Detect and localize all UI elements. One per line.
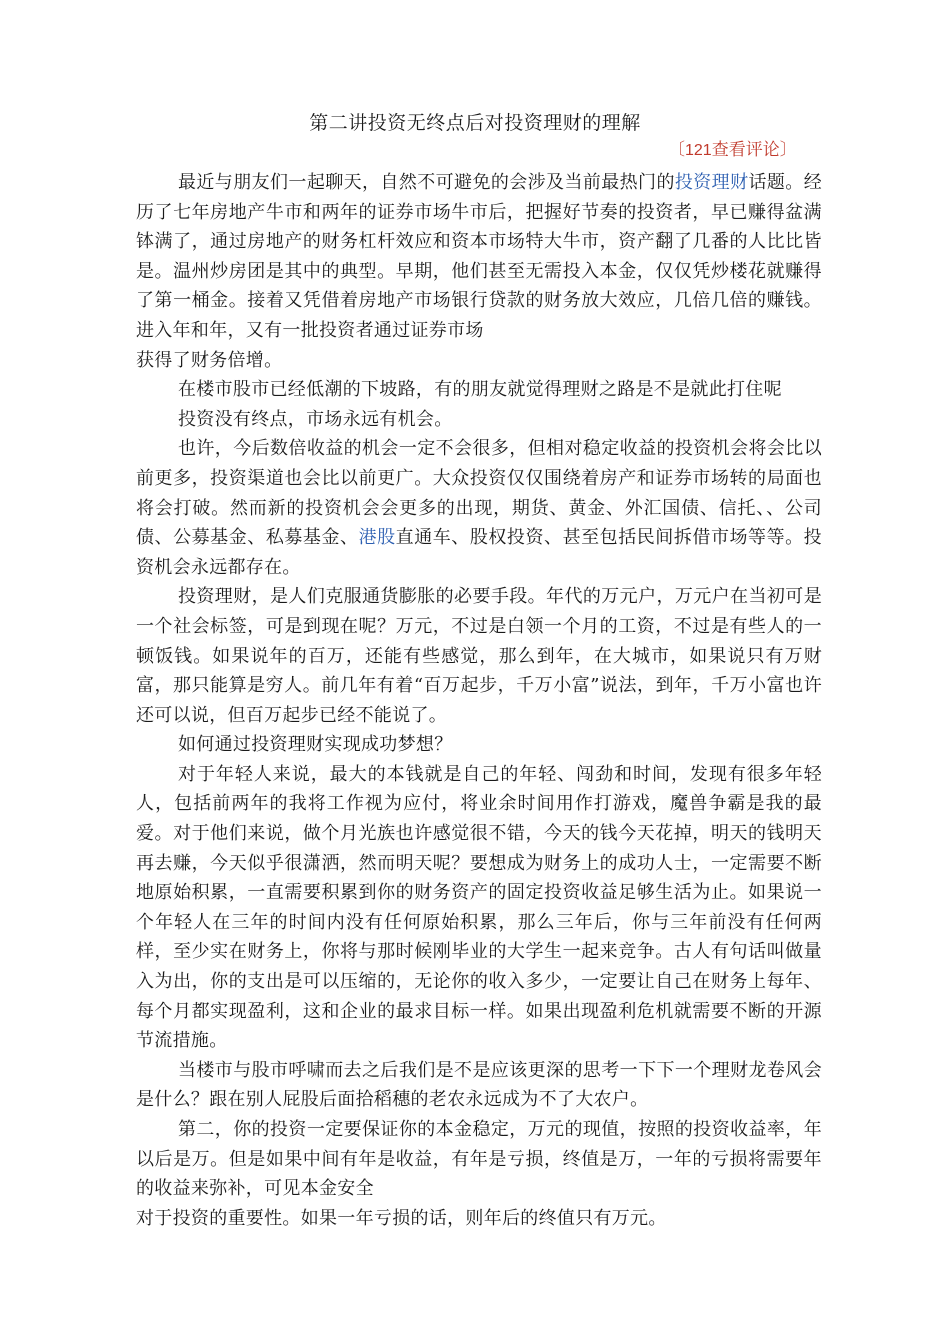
view-comments-label: 查看评论 <box>711 140 780 160</box>
paragraph-6: 投资理财，是人们克服通货膨胀的必要手段。年代的万元户，万元户在当初可是一个社会标签，可是到现在呢？万元，不过是白领一个月的工资，不过是有些人的一顿饭钱。如果说年的百万，还能有些感觉，那么到年，在大城市，如果说只有万财富，那只能算是穷人。前几年有着“百万起步，千万小富”说法，到年，千万小富也许还可以说，但百万起步已经不能说了。 <box>136 586 822 726</box>
bracket-open: 〔 <box>668 140 685 160</box>
paragraph-7: 如何通过投资理财实现成功梦想？ <box>178 734 453 756</box>
paragraph-2: 获得了财务倍增。 <box>136 349 283 371</box>
paragraph-9: 当楼市与股市呼啸而去之后我们是不是应该更深的思考一下下一个理财龙卷风会是什么？跟在别人屁股后面拾稻穗的老农永远成为不了大农户。 <box>136 1059 822 1111</box>
comment-count: 121 <box>685 142 712 159</box>
paragraph-1: 最近与朋友们一起聊天，自然不可避免的会涉及当前最热门的投资理财话题。经历了七年房地产牛市和两年的证券市场牛市后，把握好节奏的投资者，早已赚得盆满钵满了，通过房地产的财务杠杆效应和资本市场特大牛市，资产翻了几番的人比比皆是。温州炒房团是其中的典型。早期，他们甚至无需投入本金，仅仅凭炒楼花就赚得了第一桶金。接着又凭借着房地产市场银行贷款的财务放大效应，几倍几倍的赚钱。进入年和年，又有一批投资者通过证券市场 <box>136 172 823 341</box>
hk-stocks-link[interactable]: 港股 <box>358 527 396 549</box>
comments-link[interactable] <box>668 138 797 163</box>
paragraph-8: 对于年轻人来说，最大的本钱就是自己的年轻、闯劲和时间，发现有很多年轻人，包括前两年的我将工作视为应付，将业余时间用作打游戏，魔兽争霸是我的最爱。对于他们来说，做个月光族也许感觉很不错，今天的钱今天花掉，明天的钱明天再去赚，今天似乎很潇洒，然而明天呢？要想成为财务上的成功人士，一定需要不断地原始积累，一直需要积累到你的财务资产的固定投资收益足够生活为止。如果说一个年轻人在三年的时间内没有任何原始积累，那么三年后，你与三年前没有任何两样，至少实在财务上，你将与那时候刚毕业的大学生一起来竞争。古人有句话叫做量入为出，你的支出是可以压缩的，无论你的收入多少，一定要让自己在财务上每年、每个月都实现盈利，这和企业的最求目标一样。如果出现盈利危机就需要不断的开源节流措施。 <box>136 763 822 1052</box>
paragraph-3: 在楼市股市已经低潮的下坡路，有的朋友就觉得理财之路是不是就此打住呢 <box>178 379 782 401</box>
paragraph-5: 也许，今后数倍收益的机会一定不会很多，但相对稳定收益的投资机会将会比以前更多，投资渠道也会比以前更广。大众投资仅仅围绕着房产和证券市场转的局面也将会打破。然而新的投资机会会更多的出现，期货、黄金、外汇国债、信托、、公司债、公募基金、私募基金、港股直通车、股权投资、甚至包括民间拆借市场等等。投资机会永远都存在。 <box>136 438 822 578</box>
paragraph-4: 投资没有终点，市场永远有机会。 <box>178 408 453 430</box>
page-title: 第二讲投资无终点后对投资理财的理解 <box>309 112 641 134</box>
bracket-close: 〕 <box>779 140 797 160</box>
article-body <box>136 168 822 1233</box>
paragraph-10: 第二，你的投资一定要保证你的本金稳定，万元的现值，按照的投资收益率，年以后是万。但是如果中间有年是收益，有年是亏损，终值是万，一年的亏损将需要年的收益来弥补，可见本金安全 <box>136 1119 822 1200</box>
investment-finance-link[interactable]: 投资理财 <box>674 172 749 193</box>
paragraph-11: 对于投资的重要性。如果一年亏损的话，则年后的终值只有万元。 <box>136 1207 667 1229</box>
